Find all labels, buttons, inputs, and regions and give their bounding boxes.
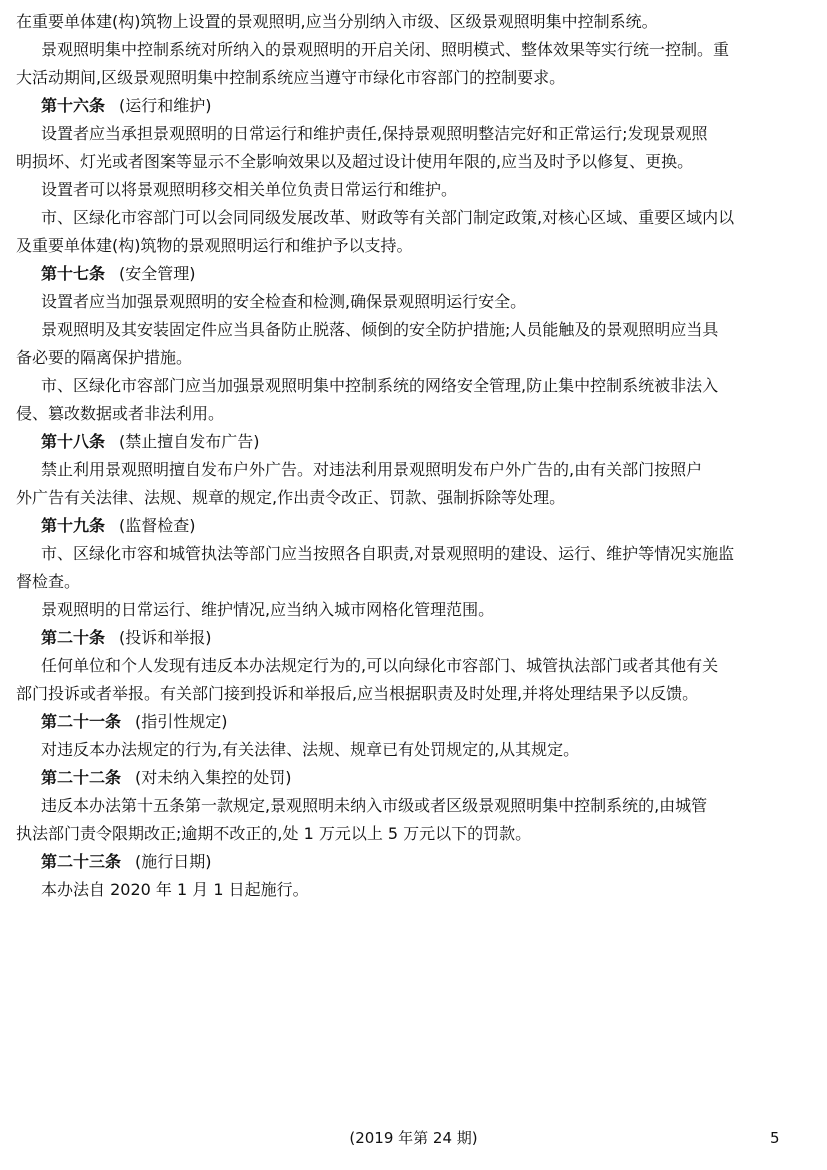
text-line: 景观照明及其安装固定件应当具备防止脱落、倾倒的安全防护措施;人员能触及的景观照明应当具 xyxy=(41,320,719,339)
article-title: (施行日期) xyxy=(135,852,212,871)
text-line: 督检查。 xyxy=(16,572,81,591)
text-line: 明损坏、灯光或者图案等显示不全影响效果以及超过设计使用年限的,应当及时予以修复、更换。 xyxy=(16,152,694,171)
text-line: 侵、篡改数据或者非法利用。 xyxy=(16,404,225,423)
article-title: (安全管理) xyxy=(119,264,196,283)
article-number: 第二十条 xyxy=(41,628,106,647)
article-number: 第二十一条 xyxy=(41,712,122,731)
article-number: 第十六条 xyxy=(41,96,106,115)
page-number: 5 xyxy=(770,1129,780,1147)
text-line: 大活动期间,区级景观照明集中控制系统应当遵守市绿化市容部门的控制要求。 xyxy=(16,68,566,87)
article-heading xyxy=(16,428,816,456)
article-heading xyxy=(16,624,816,652)
text-line: 备必要的隔离保护措施。 xyxy=(16,348,193,367)
article-heading xyxy=(16,260,816,288)
article-heading xyxy=(16,92,816,120)
article-number: 第二十三条 xyxy=(41,852,122,871)
text-line: 市、区绿化市容部门可以会同同级发展改革、财政等有关部门制定政策,对核心区域、重要区域内以 xyxy=(41,208,735,227)
text-line: 市、区绿化市容和城管执法等部门应当按照各自职责,对景观照明的建设、运行、维护等情况实施监 xyxy=(41,544,735,563)
text-line: 设置者可以将景观照明移交相关单位负责日常运行和维护。 xyxy=(41,180,458,199)
text-line: 及重要单体建(构)筑物的景观照明运行和维护予以支持。 xyxy=(16,236,413,255)
article-heading xyxy=(16,512,816,540)
text-line: 本办法自 2020 年 1 月 1 日起施行。 xyxy=(41,880,309,899)
footer-issue: (2019 年第 24 期) xyxy=(349,1129,478,1147)
article-title: (运行和维护) xyxy=(119,96,212,115)
article-title: (投诉和举报) xyxy=(119,628,212,647)
article-title: (对未纳入集控的处罚) xyxy=(135,768,292,787)
text-line: 任何单位和个人发现有违反本办法规定行为的,可以向绿化市容部门、城管执法部门或者其他有关 xyxy=(41,656,719,675)
body-text xyxy=(16,8,816,904)
text-line: 景观照明的日常运行、维护情况,应当纳入城市网格化管理范围。 xyxy=(41,600,495,619)
text-line: 执法部门责令限期改正;逾期不改正的,处 1 万元以上 5 万元以下的罚款。 xyxy=(16,824,532,843)
article-title: (指引性规定) xyxy=(135,712,228,731)
text-line: 禁止利用景观照明擅自发布户外广告。对违法利用景观照明发布户外广告的,由有关部门按照户 xyxy=(41,460,703,479)
article-number: 第二十二条 xyxy=(41,768,122,787)
text-line: 设置者应当承担景观照明的日常运行和维护责任,保持景观照明整洁完好和正常运行;发现景观照 xyxy=(41,124,708,143)
text-line: 市、区绿化市容部门应当加强景观照明集中控制系统的网络安全管理,防止集中控制系统被非法入 xyxy=(41,376,719,395)
article-number: 第十九条 xyxy=(41,516,106,535)
text-line: 违反本办法第十五条第一款规定,景观照明未纳入市级或者区级景观照明集中控制系统的,由城管 xyxy=(41,796,708,815)
article-title: (禁止擅自发布广告) xyxy=(119,432,260,451)
text-line: 外广告有关法律、法规、规章的规定,作出责令改正、罚款、强制拆除等处理。 xyxy=(16,488,566,507)
text-line: 景观照明集中控制系统对所纳入的景观照明的开启关闭、照明模式、整体效果等实行统一控制。重 xyxy=(41,40,730,59)
article-number: 第十八条 xyxy=(41,432,106,451)
text-line: 设置者应当加强景观照明的安全检查和检测,确保景观照明运行安全。 xyxy=(41,292,527,311)
article-number: 第十七条 xyxy=(41,264,106,283)
article-heading xyxy=(16,848,816,876)
article-heading xyxy=(16,708,816,736)
article-heading xyxy=(16,764,816,792)
text-line: 对违反本办法规定的行为,有关法律、法规、规章已有处罚规定的,从其规定。 xyxy=(41,740,580,759)
text-line: 部门投诉或者举报。有关部门接到投诉和举报后,应当根据职责及时处理,并将处理结果予以反馈。 xyxy=(16,684,699,703)
article-title: (监督检查) xyxy=(119,516,196,535)
text-line: 在重要单体建(构)筑物上设置的景观照明,应当分别纳入市级、区级景观照明集中控制系统。 xyxy=(16,12,658,31)
